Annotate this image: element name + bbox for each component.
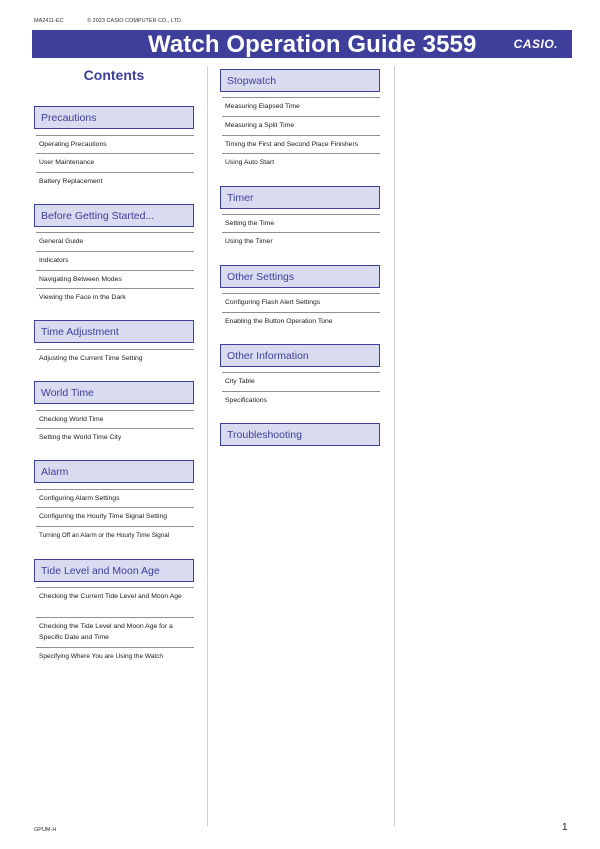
toc-item-timing-first-second[interactable]: Timing the First and Second Place Finishers <box>222 135 380 150</box>
toc-item-using-the-timer[interactable]: Using the Timer <box>222 232 380 247</box>
section-header-time-adjustment[interactable]: Time Adjustment <box>34 320 194 343</box>
toc-item-checking-current-tide[interactable]: Checking the Current Tide Level and Moon Age <box>36 587 194 602</box>
section-header-before-getting-started[interactable]: Before Getting Started... <box>34 204 194 227</box>
toc-item-user-maintenance[interactable]: User Maintenance <box>36 153 194 168</box>
toc-item-hourly-time-signal-setting[interactable]: Configuring the Hourly Time Signal Setting <box>36 507 194 522</box>
toc-item-navigating-between-modes[interactable]: Navigating Between Modes <box>36 270 194 285</box>
column-divider-right <box>394 66 395 826</box>
toc-item-measuring-split-time[interactable]: Measuring a Split Time <box>222 116 380 131</box>
toc-item-setting-world-time-city[interactable]: Setting the World Time City <box>36 428 194 443</box>
toc-item-button-operation-tone[interactable]: Enabling the Button Operation Tone <box>222 312 380 327</box>
toc-item-battery-replacement[interactable]: Battery Replacement <box>36 172 194 187</box>
toc-item-flash-alert-settings[interactable]: Configuring Flash Alert Settings <box>222 293 380 308</box>
casio-logo: CASIO. <box>513 37 558 51</box>
copyright-text: © 2023 CASIO COMPUTER CO., LTD. <box>87 18 183 24</box>
toc-item-operating-precautions[interactable]: Operating Precautions <box>36 135 194 150</box>
toc-item-using-auto-start[interactable]: Using Auto Start <box>222 153 380 168</box>
contents-heading: Contents <box>83 67 145 83</box>
toc-item-setting-the-time[interactable]: Setting the Time <box>222 214 380 229</box>
document-code: MA2411-EC <box>34 18 64 24</box>
section-header-world-time[interactable]: World Time <box>34 381 194 404</box>
toc-item-city-table[interactable]: City Table <box>222 372 380 387</box>
page-number: 1 <box>562 822 568 833</box>
toc-item-specifications[interactable]: Specifications <box>222 391 380 406</box>
toc-item-turning-off-alarm[interactable]: Turning Off an Alarm or the Hourly Time Signal <box>36 526 194 541</box>
section-header-other-settings[interactable]: Other Settings <box>220 265 380 288</box>
toc-item-configuring-alarm-settings[interactable]: Configuring Alarm Settings <box>36 489 194 504</box>
section-header-other-information[interactable]: Other Information <box>220 344 380 367</box>
section-header-precautions[interactable]: Precautions <box>34 106 194 129</box>
column-divider-left <box>207 66 208 826</box>
toc-item-checking-tide-specific-date[interactable]: Checking the Tide Level and Moon Age for a Specific Date and Time <box>36 617 194 643</box>
title-banner <box>32 30 572 58</box>
page-title: Watch Operation Guide 3559 <box>148 31 477 58</box>
document-meta <box>34 18 204 24</box>
section-header-alarm[interactable]: Alarm <box>34 460 194 483</box>
toc-item-measuring-elapsed-time[interactable]: Measuring Elapsed Time <box>222 97 380 112</box>
section-header-troubleshooting[interactable]: Troubleshooting <box>220 423 380 446</box>
toc-item-specifying-location[interactable]: Specifying Where You are Using the Watch <box>36 647 194 662</box>
section-header-tide-moon[interactable]: Tide Level and Moon Age <box>34 559 194 582</box>
toc-item-indicators[interactable]: Indicators <box>36 251 194 266</box>
toc-item-viewing-face-in-dark[interactable]: Viewing the Face in the Dark <box>36 288 194 303</box>
section-header-stopwatch[interactable]: Stopwatch <box>220 69 380 92</box>
footer-code: GPUM-H <box>34 827 57 833</box>
section-header-timer[interactable]: Timer <box>220 186 380 209</box>
toc-item-checking-world-time[interactable]: Checking World Time <box>36 410 194 425</box>
toc-item-general-guide[interactable]: General Guide <box>36 232 194 247</box>
toc-item-adjusting-current-time[interactable]: Adjusting the Current Time Setting <box>36 349 194 364</box>
